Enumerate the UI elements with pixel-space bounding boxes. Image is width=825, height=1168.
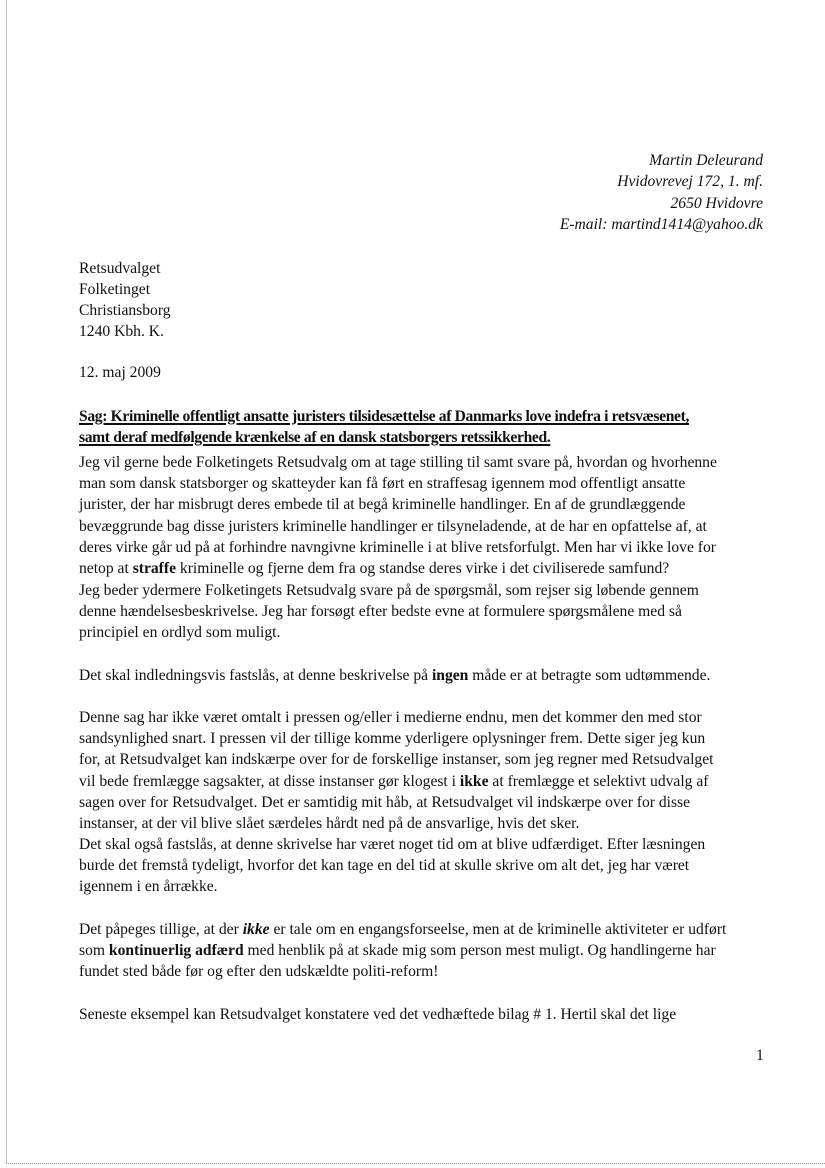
text-line [79, 792, 713, 813]
paragraph [79, 1004, 676, 1025]
text-segment: jurister, der har misbrugt deres embede til at begå kriminelle handlinger. En af de grundlæggende [79, 496, 686, 514]
recipient-line: Retsudvalget [79, 260, 161, 277]
text-segment: sandsynlighed snart. I pressen vil der tillige komme yderligere oplysninger frem. Dette siger jeg kun [79, 730, 706, 748]
text-line [79, 494, 717, 515]
text-line [79, 601, 699, 622]
emphasized-text: ikke [459, 772, 489, 790]
text-line [79, 813, 713, 834]
text-line [79, 961, 726, 982]
text-line [79, 771, 713, 792]
text-segment: samt deraf medfølgende krænkelse af en dansk statsborgers retssikkerhed. [79, 429, 551, 447]
sender-block [560, 150, 763, 235]
text-line [79, 427, 689, 448]
text-segment: fundet sted både før og efter den udskældte politi-reform! [79, 963, 439, 981]
text-segment: vil bede fremlægge sagsakter, at disse instanser gør klogest i [79, 772, 460, 790]
text-segment: med henblik på at skade mig som person mest muligt. Og handlingerne har [243, 942, 716, 960]
text-segment: kriminelle og fjerne dem fra og standse deres virke i det civiliserede samfund? [176, 560, 670, 578]
text-segment: Det skal også fastslås, at denne skrivelse har været noget tid om at blive udfærdiget. Efter læsningen [79, 836, 706, 853]
text-line [79, 728, 713, 749]
text-line [79, 558, 717, 579]
text-line [79, 834, 705, 855]
text-line [79, 622, 699, 643]
text-segment: bevæggrunde bag disse juristers kriminelle handlinger er tilsyneladende, at de har en opfattelse af, at [79, 517, 707, 535]
text-line [79, 406, 689, 427]
text-segment: Jeg beder ydermere Folketingets Retsudvalg svare på de spørgsmål, som rejser sig løbende gennem [79, 582, 699, 599]
text-line [79, 516, 717, 537]
paragraph [79, 452, 717, 579]
recipient-line: Christiansborg [79, 302, 171, 319]
text-segment: Sag: Kriminelle offentligt ansatte juristers tilsidesættelse af Danmarks love indefra i retsvæsenet, [79, 408, 690, 425]
text-line [79, 919, 726, 940]
text-segment: som [79, 942, 109, 960]
sender-street: Hvidovrevej 172, 1. mf. [617, 173, 763, 191]
text-line [79, 855, 705, 876]
text-segment: sagen over for Retsudvalget. Det er samtidig mit håb, at Retsudvalget vil indskærpe over for disse [79, 793, 691, 811]
paragraph [79, 919, 726, 983]
text-segment: Denne sag har ikke været omtalt i pressen og/eller i medierne endnu, men det kommer den med stor [79, 709, 702, 726]
text-segment: Seneste eksempel kan Retsudvalget konstatere ved det vedhæftede bilag # 1. Hertil skal det lige [79, 1006, 677, 1023]
letter-date: 12. maj 2009 [79, 364, 161, 381]
text-segment: burde det fremstå tydeligt, hvorfor det kan tage en del tid at skulle skrive om alt det, jeg har været [79, 857, 690, 875]
paragraph [79, 580, 699, 644]
text-line [79, 749, 713, 770]
text-line [79, 707, 713, 728]
text-segment: Jeg vil gerne bede Folketingets Retsudvalg om at tage stilling til samt svare på, hvordan og hvorhenne [79, 454, 717, 471]
text-line [79, 1004, 676, 1025]
paragraph [79, 834, 705, 898]
text-segment: igennem i en årrække. [79, 878, 218, 896]
text-segment: denne hændelsesbeskrivelse. Jeg har forsøgt efter bedste evne at formulere spørgsmålene med så [79, 603, 682, 621]
text-segment: man som dansk statsborger og skatteyder kan få ført en straffesag igennem mod offentligt ansatte [79, 475, 686, 493]
text-line [79, 537, 717, 558]
text-line [79, 940, 726, 961]
sender-email: E-mail: martind1414@yahoo.dk [559, 215, 763, 233]
paragraph [79, 707, 713, 834]
text-line [79, 665, 710, 686]
text-segment: instanser, at der vil blive slået særdeles hårdt ned på de ansvarlige, hvis det sker. [79, 815, 580, 833]
text-line [79, 580, 699, 601]
emphasized-text: kontinuerlig adfærd [108, 942, 244, 960]
sender-city: 2650 Hvidovre [670, 194, 763, 212]
text-segment: principiel en ordlyd som muligt. [79, 624, 281, 642]
text-line [79, 452, 717, 473]
emphasized-text: straffe [132, 560, 176, 578]
text-segment: deres virke går ud på at forhindre navngivne kriminelle i at blive retsforfulgt. Men har vi ikke love for [79, 538, 716, 556]
emphasized-text: ingen [431, 667, 469, 684]
sender-name: Martin Deleurand [649, 152, 763, 169]
text-segment: er tale om en engangsforseelse, men at de kriminelle aktiviteter er udført [269, 921, 727, 938]
text-segment: for, at Retsudvalget kan indskærpe over for de forskellige instanser, som jeg regner med Retsudvalget [79, 751, 714, 769]
subject-heading [79, 406, 689, 448]
paragraph [79, 665, 710, 686]
recipient-line: 1240 Kbh. K. [79, 323, 164, 340]
scan-edge-left [6, 0, 7, 1164]
text-segment: Det skal indledningsvis fastslås, at denne beskrivelse på [79, 667, 432, 684]
emphasized-text: ikke [242, 921, 270, 938]
recipient-block [79, 258, 171, 342]
text-segment: at fremlægge et selektivt udvalg af [488, 772, 709, 790]
text-segment: måde er at betragte som udtømmende. [468, 667, 711, 684]
page-number: 1 [756, 1047, 764, 1064]
text-line [79, 473, 717, 494]
text-segment: netop at [79, 560, 133, 578]
scan-edge-bottom [6, 1163, 825, 1164]
text-segment: Det påpeges tillige, at der [79, 921, 243, 938]
text-line [79, 876, 705, 897]
recipient-line: Folketinget [79, 281, 151, 298]
